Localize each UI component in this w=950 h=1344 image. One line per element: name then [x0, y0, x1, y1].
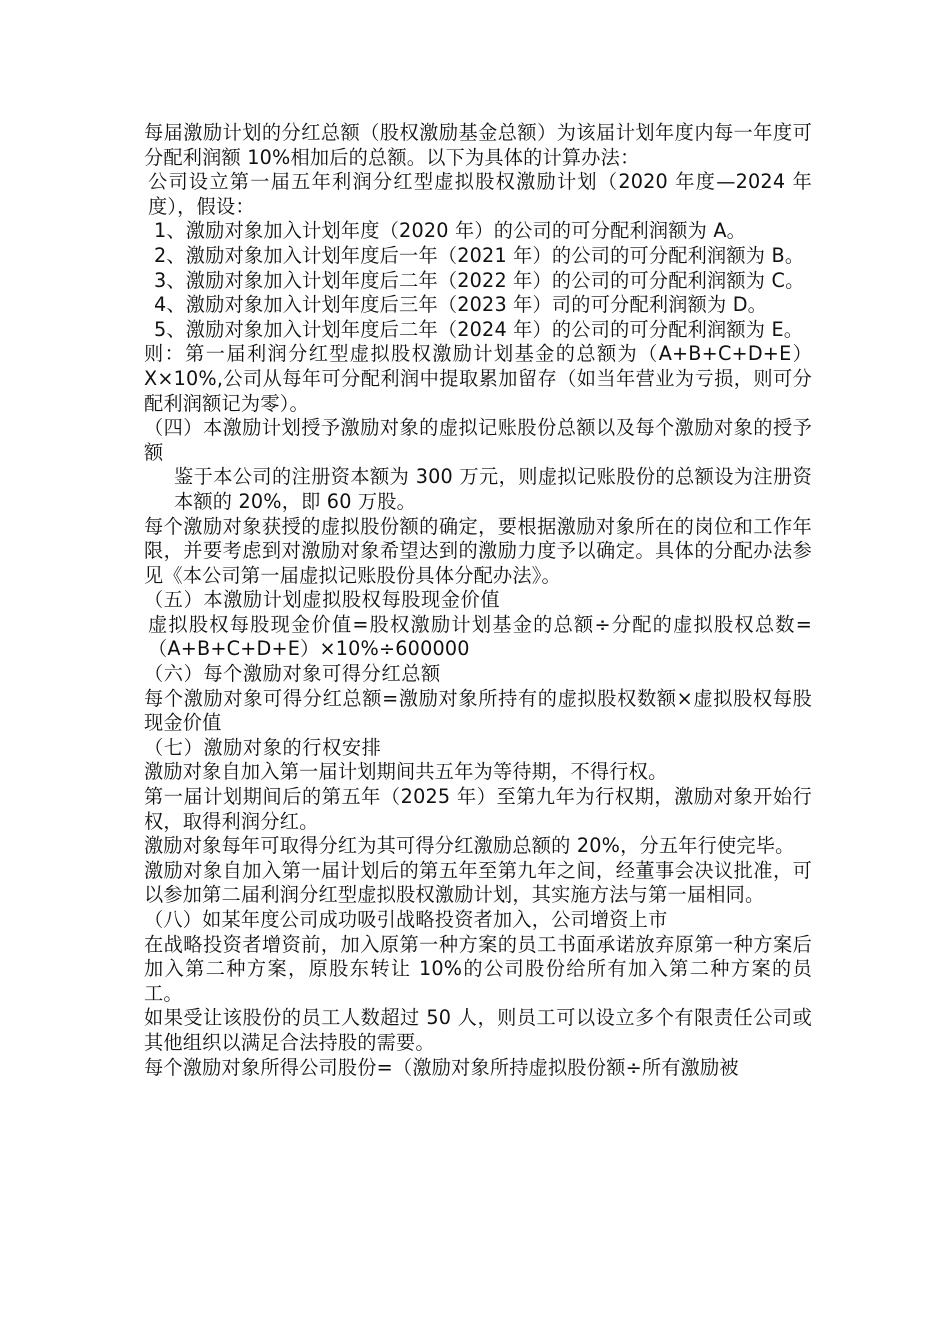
paragraph-annual-dividend: 激励对象每年可取得分红为其可得分红激励总额的 20%，分五年行使完毕。 [144, 834, 795, 858]
paragraph-share-value-formula: 虚拟股权每股现金价值=股权激励计划基金的总额÷分配的虚拟股权总数=（A+B+C+D+E）×10%÷600000 [148, 612, 812, 661]
paragraph-dividend-total-definition: 每届激励计划的分红总额（股权激励基金总额）为该届计划年度内每一年度可分配利润额 10%相加后的总额。以下为具体的计算办法： [144, 121, 812, 169]
paragraph-registered-capital: 鉴于本公司的注册资本额为 300 万元，则虚拟记账股份的总额设为注册资本额的 20%，即 60 万股。 [174, 465, 812, 513]
paragraph-share-formula: 每个激励对象所得公司股份=（激励对象所持虚拟股份额÷所有激励被 [144, 1055, 739, 1079]
section-heading-6: （六）每个激励对象可得分红总额 [144, 662, 441, 686]
paragraph-employee-limit: 如果受让该股份的员工人数超过 50 人，则员工可以设立多个有限责任公司或其他组织以满足合法持股的需要。 [144, 1006, 812, 1054]
paragraph-dividend-formula: 每个激励对象可得分红总额=激励对象所持有的虚拟股权数额×虚拟股权每股现金价值 [144, 686, 812, 735]
paragraph-second-plan: 激励对象自加入第一届计划后的第五年至第九年之间，经董事会决议批准，可以参加第二届利润分红型虚拟股权激励计划，其实施方法与第一届相同。 [144, 858, 812, 907]
paragraph-waiting-period: 激励对象自加入第一届计划期间共五年为等待期，不得行权。 [144, 760, 668, 784]
section-heading-4: （四）本激励计划授予激励对象的虚拟记账股份总额以及每个激励对象的授予额 [144, 416, 812, 464]
paragraph-exercise-period: 第一届计划期间后的第五年（2025 年）至第九年为行权期，激励对象开始行权，取得利润分红。 [144, 785, 812, 833]
paragraph-fund-total: 则：第一届利润分红型虚拟股权激励计划基金的总额为（A+B+C+D+E）X×10%,公司从每年可分配利润中提取累加留存（如当年营业为亏损，则可分配利润额记为零）。 [144, 342, 812, 415]
document-page [144, 121, 812, 1080]
section-heading-5: （五）本激励计划虚拟股权每股现金价值 [144, 588, 501, 612]
section-heading-8: （八）如某年度公司成功吸引战略投资者加入，公司增资上市 [144, 908, 668, 931]
paragraph-item-5: 5、激励对象加入计划年度后二年（2024 年）的公司的可分配利润额为 E。 [154, 317, 804, 341]
paragraph-first-plan-assumption: 公司设立第一届五年利润分红型虚拟股权激励计划（2020 年度—2024 年度），假设： [148, 170, 812, 218]
paragraph-item-2: 2、激励对象加入计划年度后一年（2021 年）的公司的可分配利润额为 B。 [154, 243, 805, 267]
paragraph-item-1: 1、激励对象加入计划年度（2020 年）的公司的可分配利润额为 A。 [154, 219, 747, 243]
paragraph-item-4: 4、激励对象加入计划年度后三年（2023 年）司的可分配利润额为 D。 [154, 293, 768, 317]
section-heading-7: （七）激励对象的行权安排 [144, 735, 382, 759]
paragraph-strategic-investor: 在战略投资者增资前，加入原第一种方案的员工书面承诺放弃原第一种方案后加入第二种方案，原股东转让 10%的公司股份给所有加入第二种方案的员工。 [144, 932, 812, 1005]
paragraph-share-allocation: 每个激励对象获授的虚拟股份额的确定，要根据激励对象所在的岗位和工作年限，并要考虑到对激励对象希望达到的激励力度予以确定。具体的分配办法参见《本公司第一届虚拟记账股份具体分配办法》。 [144, 514, 812, 587]
paragraph-item-3: 3、激励对象加入计划年度后二年（2022 年）的公司的可分配利润额为 C。 [154, 268, 805, 292]
